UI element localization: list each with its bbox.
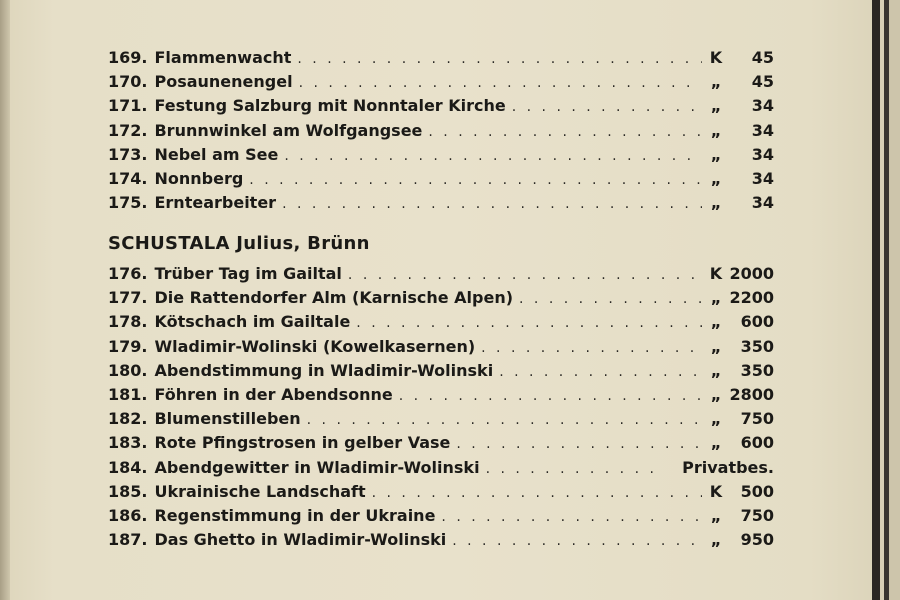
leader-dots xyxy=(372,481,702,505)
entry-number: 185. xyxy=(108,481,148,501)
entry-number: 184. xyxy=(108,457,148,477)
entry-currency: „ xyxy=(710,312,722,332)
entry-number: 171. xyxy=(108,96,148,116)
catalog-entry xyxy=(108,167,774,191)
entry-price: 600 xyxy=(740,312,774,332)
entry-title: Abendgewitter in Wladimir-Wolinski xyxy=(154,457,480,477)
leader-dots xyxy=(512,95,702,119)
entry-number: 173. xyxy=(108,144,148,164)
catalog-entry xyxy=(108,46,774,70)
entry-currency: „ xyxy=(710,120,722,140)
entry-title: Nonnberg xyxy=(154,168,244,188)
catalog-entry xyxy=(108,262,774,286)
entry-currency: K xyxy=(709,48,723,67)
entry-price: 34 xyxy=(751,193,774,213)
entry-number: 187. xyxy=(108,530,148,550)
leader-dots xyxy=(452,529,702,553)
entry-price: 34 xyxy=(751,144,774,164)
entry-price: 45 xyxy=(751,72,774,92)
leader-dots xyxy=(282,192,702,216)
entry-price: 34 xyxy=(751,120,774,140)
entry-number: 177. xyxy=(108,288,148,308)
catalog-list-previous-artist xyxy=(108,46,774,215)
catalog-entry xyxy=(108,431,774,455)
catalog-entry xyxy=(108,528,774,552)
catalog-entry xyxy=(108,383,774,407)
entry-number: 180. xyxy=(108,360,148,380)
entry-number: 179. xyxy=(108,336,148,356)
entry-title: Flammenwacht xyxy=(154,48,292,67)
entry-currency: „ xyxy=(710,360,722,380)
leader-dots xyxy=(486,457,656,481)
catalog-entry xyxy=(108,504,774,528)
leader-dots xyxy=(456,432,702,456)
entry-currency: „ xyxy=(710,409,722,429)
entry-title: Das Ghetto in Wladimir-Wolinski xyxy=(154,530,447,550)
entry-price: 750 xyxy=(740,505,774,525)
entry-title: Kötschach im Gailtale xyxy=(154,312,351,332)
leader-dots xyxy=(348,263,702,287)
entry-price: 2800 xyxy=(729,384,774,404)
leader-dots xyxy=(307,408,702,432)
entry-title: Blumenstilleben xyxy=(154,409,301,429)
catalog-entry xyxy=(108,359,774,383)
leader-dots xyxy=(441,505,702,529)
entry-title: Brunnwinkel am Wolfgangsee xyxy=(154,120,423,140)
entry-price: 2000 xyxy=(729,264,774,283)
entry-currency: K xyxy=(709,264,723,283)
entry-number: 175. xyxy=(108,193,148,213)
leader-dots xyxy=(399,384,702,408)
entry-title: Die Rattendorfer Alm (Karnische Alpen) xyxy=(154,288,514,308)
entry-price: Privatbes. xyxy=(682,457,774,477)
artist-heading: SCHUSTALA Julius, Brünn xyxy=(108,233,370,254)
entry-currency: „ xyxy=(710,336,722,356)
entry-currency: „ xyxy=(710,144,722,164)
entry-title: Posaunenengel xyxy=(154,72,293,92)
catalog-entry xyxy=(108,143,774,167)
leader-dots xyxy=(356,311,702,335)
entry-price: 600 xyxy=(740,433,774,453)
entry-currency: „ xyxy=(710,530,722,550)
entry-currency: „ xyxy=(710,505,722,525)
entry-number: 169. xyxy=(108,48,148,67)
entry-currency: „ xyxy=(710,193,722,213)
leader-dots xyxy=(519,287,702,311)
entry-currency: „ xyxy=(710,288,722,308)
entry-price: 750 xyxy=(740,409,774,429)
entry-price: 950 xyxy=(740,530,774,550)
catalog-entry xyxy=(108,119,774,143)
catalog-entry xyxy=(108,335,774,359)
catalog-list-schustala xyxy=(108,262,774,552)
entry-price: 350 xyxy=(740,360,774,380)
catalog-entry xyxy=(108,286,774,310)
leader-dots xyxy=(297,47,702,71)
border-rule-outer xyxy=(872,0,880,600)
entry-title: Festung Salzburg mit Nonntaler Kirche xyxy=(154,96,506,116)
entry-title: Trüber Tag im Gailtal xyxy=(154,264,342,283)
entry-currency: „ xyxy=(710,433,722,453)
entry-title: Wladimir-Wolinski (Kowelkasernen) xyxy=(154,336,476,356)
catalog-entry xyxy=(108,456,774,480)
entry-title: Abendstimmung in Wladimir-Wolinski xyxy=(154,360,494,380)
entry-number: 178. xyxy=(108,312,148,332)
entry-number: 170. xyxy=(108,72,148,92)
entry-price: 350 xyxy=(740,336,774,356)
catalog-entry xyxy=(108,191,774,215)
entry-number: 174. xyxy=(108,168,148,188)
catalog-entry xyxy=(108,407,774,431)
entry-number: 172. xyxy=(108,120,148,140)
page-right-edge xyxy=(889,0,900,600)
leader-dots xyxy=(249,168,702,192)
entry-number: 183. xyxy=(108,433,148,453)
entry-number: 186. xyxy=(108,505,148,525)
leader-dots xyxy=(299,71,702,95)
leader-dots xyxy=(499,360,702,384)
leader-dots xyxy=(428,120,702,144)
catalog-entry xyxy=(108,480,774,504)
leader-dots xyxy=(284,144,702,168)
entry-title: Rote Pfingstrosen in gelber Vase xyxy=(154,433,451,453)
page-left-edge xyxy=(0,0,10,600)
entry-currency: „ xyxy=(710,96,722,116)
entry-currency: „ xyxy=(710,384,722,404)
catalog-entry xyxy=(108,94,774,118)
entry-title: Regenstimmung in der Ukraine xyxy=(154,505,436,525)
entry-price: 34 xyxy=(751,168,774,188)
entry-title: Erntearbeiter xyxy=(154,193,277,213)
entry-title: Föhren in der Abendsonne xyxy=(154,384,393,404)
entry-price: 2200 xyxy=(729,288,774,308)
entry-currency: „ xyxy=(710,72,722,92)
catalog-entry xyxy=(108,310,774,334)
entry-title: Nebel am See xyxy=(154,144,279,164)
entry-number: 182. xyxy=(108,409,148,429)
entry-price: 500 xyxy=(740,481,774,501)
entry-currency: K xyxy=(709,481,723,501)
entry-title: Ukrainische Landschaft xyxy=(154,481,366,501)
entry-number: 176. xyxy=(108,264,148,283)
entry-price: 34 xyxy=(751,96,774,116)
entry-number: 181. xyxy=(108,384,148,404)
leader-dots xyxy=(481,336,702,360)
entry-currency: „ xyxy=(710,168,722,188)
entry-price: 45 xyxy=(751,48,774,67)
catalog-entry xyxy=(108,70,774,94)
